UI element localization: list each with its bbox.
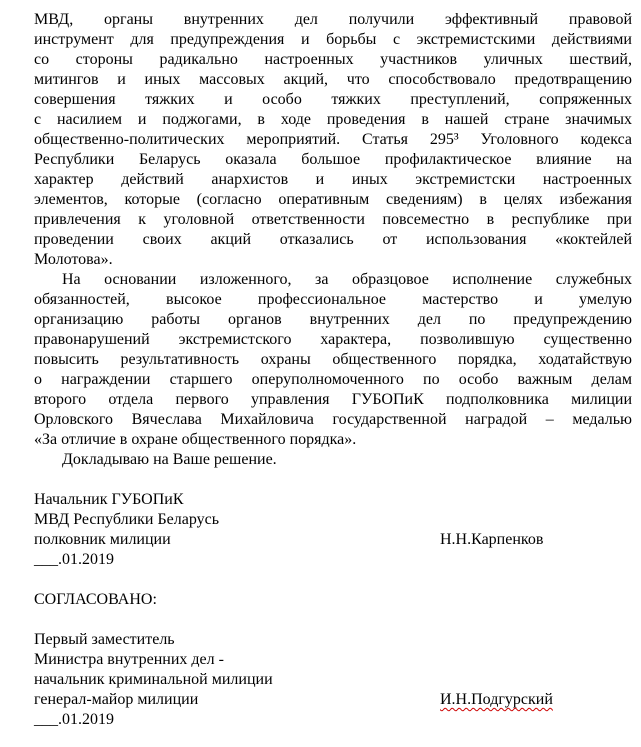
signature-row	[34, 510, 632, 530]
signature-text: ___.01.2019	[34, 711, 114, 728]
document-line: со стороны радикально настроенных участников уличных шествий,	[34, 51, 632, 68]
blank-line	[34, 610, 632, 630]
blank-line	[34, 570, 632, 590]
signature-text: Министра внутренних дел -	[34, 651, 224, 668]
document-line: Молотова».	[34, 251, 113, 268]
signature-row	[34, 710, 632, 730]
document-line: «За отличие в охране общественного порядка».	[34, 431, 357, 448]
signatory-name: Н.Н.Карпенков	[440, 531, 544, 548]
document-line: совершения тяжких и особо тяжких преступлений, сопряженных	[34, 91, 632, 108]
document-line: обязанностей, высокое профессиональное мастерство и умелую	[34, 291, 632, 308]
document-body	[34, 10, 632, 730]
signatory-name: И.Н.Подгурский	[440, 691, 553, 708]
signature-text: ___.01.2019	[34, 551, 114, 568]
document-line: МВД, органы внутренних дел получили эффективный правовой	[34, 11, 632, 28]
signature-block	[34, 630, 632, 730]
paragraph	[34, 10, 632, 270]
signature-text: полковник милиции	[34, 531, 171, 548]
document-line: характер действий анархистов и иных экстремистски настроенных	[34, 171, 632, 188]
signature-text: Первый заместитель	[34, 631, 175, 648]
document-line: инструмент для предупреждения и борьбы с экстремистскими действиями	[34, 31, 632, 48]
signature-title-row	[34, 530, 632, 550]
document-line: Орловского Вячеслава Михайловича государственной наградой – медалью	[34, 411, 632, 428]
document-line: привлечения к уголовной ответственности повсеместно в республике при	[34, 211, 632, 228]
signature-text: Начальник ГУБОПиК	[34, 491, 184, 508]
signature-row	[34, 670, 632, 690]
document-line: проведении своих акций отказались от использования «коктейлей	[34, 231, 632, 248]
document-line: Республики Беларусь оказала большое профилактическое влияние на	[34, 151, 632, 168]
document-line: правонарушений экстремистского характера, позволившую существенно	[34, 331, 632, 348]
signature-row	[34, 490, 632, 510]
paragraph	[34, 450, 632, 470]
document-line: Докладываю на Ваше решение.	[62, 451, 277, 468]
document-line: повысить результативность охраны общественного порядка, ходатайствую	[34, 351, 632, 368]
document-line: о награждении старшего оперуполномоченного по особо важным делам	[34, 371, 632, 388]
document-line: митингов и иных массовых акций, что способствовало предотвращению	[34, 71, 632, 88]
signature-text: начальник криминальной милиции	[34, 671, 273, 688]
signature-text: МВД Республики Беларусь	[34, 511, 220, 528]
document-line: второго отдела первого управления ГУБОПиК подполковника милиции	[34, 391, 632, 408]
blank-line	[34, 470, 632, 490]
signature-text: генерал-майор милиции	[34, 691, 199, 708]
document-line: элементов, которые (согласно оперативным сведениям) в целях избежания	[34, 191, 632, 208]
approved-heading: СОГЛАСОВАНО:	[34, 591, 157, 608]
signature-block	[34, 490, 632, 570]
document-line: На основании изложенного, за образцовое исполнение служебных	[62, 271, 632, 288]
document-line: с насилием и поджогами, в ходе проведения в нашей стране значимых	[34, 111, 632, 128]
document-line: организацию работы органов внутренних дел по предупреждению	[34, 311, 632, 328]
signature-title-row	[34, 690, 632, 710]
document-line: общественно-политических мероприятий. Статья 295³ Уголовного кодекса	[34, 131, 632, 148]
paragraph	[34, 270, 632, 450]
signature-row	[34, 650, 632, 670]
signature-row	[34, 630, 632, 650]
signature-row	[34, 550, 632, 570]
